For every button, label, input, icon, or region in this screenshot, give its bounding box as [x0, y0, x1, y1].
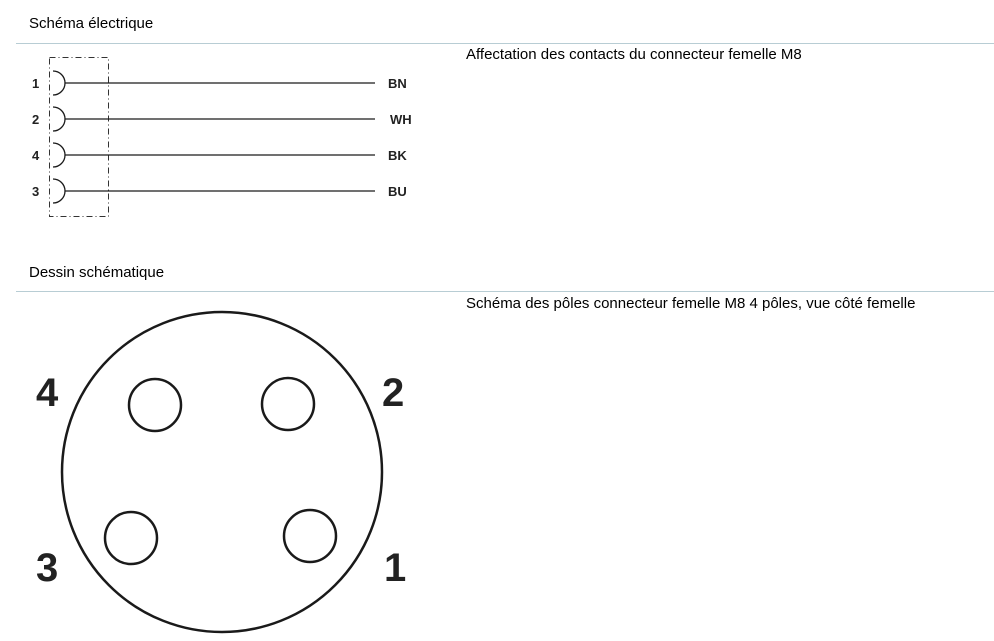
wire-color: BU [388, 184, 407, 199]
pin-number: 4 [32, 148, 40, 163]
wire-color: BN [388, 76, 407, 91]
pin-number: 2 [32, 112, 40, 127]
pole-4-hole [129, 379, 181, 431]
pole-3-hole [105, 512, 157, 564]
pole-label-4: 4 [36, 371, 59, 415]
electrical-description: Affectation des contacts du connecteur femelle M8 [466, 46, 802, 63]
wire-color: BK [388, 148, 407, 163]
socket-contact-icon [53, 71, 65, 95]
section-title-electrical: Schéma électrique [29, 15, 154, 32]
socket-contact-icon [53, 107, 65, 131]
section-title-schematic: Dessin schématique [29, 264, 165, 281]
pin-number: 3 [32, 184, 40, 199]
pole-label-3: 3 [36, 546, 59, 590]
pin-number: 1 [32, 76, 40, 91]
schematic-description: Schéma des pôles connecteur femelle M8 4 pôles, vue côté femelle [466, 295, 916, 312]
connector-housing-outline [50, 58, 109, 217]
pole-label-2: 2 [382, 371, 405, 415]
divider [16, 291, 994, 292]
socket-contact-icon [53, 143, 65, 167]
socket-contact-icon [53, 179, 65, 203]
connector-face-circle [62, 312, 382, 632]
pole-1-hole [284, 510, 336, 562]
pole-label-1: 1 [384, 546, 407, 590]
wire-color: WH [390, 112, 412, 127]
pole-2-hole [262, 378, 314, 430]
